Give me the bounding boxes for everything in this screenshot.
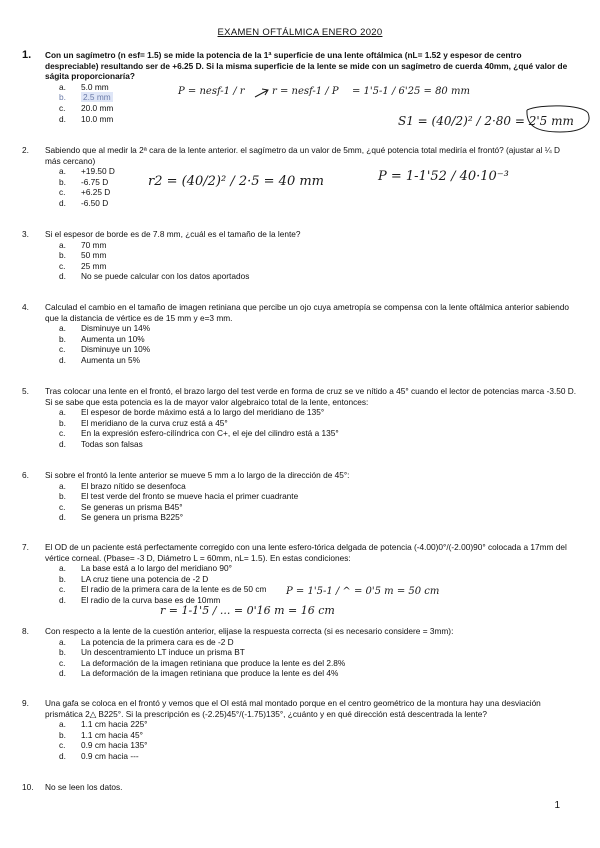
- option-letter: b.: [59, 92, 66, 103]
- option-letter: a.: [59, 636, 66, 647]
- option-text: No se puede calcular con los datos aportados: [81, 271, 250, 282]
- option-list: [59, 166, 577, 208]
- option-d[interactable]: [59, 198, 577, 209]
- option-text: 70 mm: [81, 239, 107, 250]
- question-9: [22, 698, 577, 762]
- question-8: [22, 626, 577, 679]
- option-text: El espesor de borde máximo está a lo largo del meridiano de 135°: [81, 407, 325, 418]
- option-letter: c.: [59, 501, 66, 512]
- option-d[interactable]: [59, 512, 577, 523]
- option-a[interactable]: [59, 563, 577, 574]
- question-text: Sabiendo que al medir la 2ª cara de la lente anterior. el sagímetro da un valor de 5mm, ¿qué potencia total mediría el frontó? (ajustar al ¼ D más cercano): [45, 145, 560, 166]
- option-letter: b.: [59, 250, 66, 261]
- question-number: 1.: [22, 49, 32, 61]
- option-letter: c.: [59, 740, 66, 751]
- question-7: [22, 542, 577, 606]
- option-letter: c.: [59, 657, 66, 668]
- option-text: 20.0 mm: [81, 102, 114, 113]
- question-number: 8.: [22, 626, 29, 636]
- option-letter: d.: [59, 438, 66, 449]
- option-letter: a.: [59, 407, 66, 418]
- option-text: Todas son falsas: [81, 438, 143, 449]
- option-text: -6.75 D: [81, 176, 109, 187]
- option-letter: b.: [59, 647, 66, 658]
- option-c[interactable]: [59, 261, 577, 272]
- option-d[interactable]: [59, 355, 577, 366]
- option-text: Se genera un prisma B225°: [81, 512, 184, 523]
- option-text: +19.50 D: [81, 166, 115, 177]
- option-text: El test verde del fronto se mueve hacia el primer cuadrante: [81, 491, 299, 502]
- option-text: La potencia de la primera cara es de -2 D: [81, 636, 234, 647]
- option-letter: c.: [59, 260, 66, 271]
- option-text: LA cruz tiene una potencia de -2 D: [81, 573, 209, 584]
- option-b[interactable]: [59, 647, 577, 658]
- option-b[interactable]: [59, 250, 577, 261]
- question-number: 5.: [22, 386, 29, 396]
- option-c[interactable]: [59, 428, 577, 439]
- question-text: Con respecto a la lente de la cuestión anterior, elijase la respuesta correcta (si es necesario considere = 3mm):: [45, 626, 454, 636]
- option-a[interactable]: [59, 407, 577, 418]
- option-text: La base está a lo largo del meridiano 90°: [81, 563, 232, 574]
- option-letter: a.: [59, 166, 66, 177]
- option-letter: d.: [59, 750, 66, 761]
- option-text: Disminuye un 10%: [81, 344, 151, 355]
- option-letter: a.: [59, 81, 66, 92]
- option-letter: d.: [59, 113, 66, 124]
- option-list: [59, 563, 577, 605]
- question-text: Con un sagímetro (n esf= 1.5) se mide la potencia de la 1ª superficie de una lente oftálmica (nL= 1.52 y espesor de centro despreciable) resultando ser de +6.25 D. Si la misma superficie de la lente se mide con un sagímetro de cuerda 40mm, ¿qué valor de ságita proporcionaría?: [45, 50, 568, 82]
- option-letter: c.: [59, 428, 66, 439]
- option-c[interactable]: [59, 344, 577, 355]
- question-10: [22, 782, 577, 793]
- option-text: El radio de la curva base es de 10mm: [81, 594, 221, 605]
- page-number: 1: [554, 800, 560, 811]
- option-text: En la expresión esfero-cilíndrica con C+, el eje del cilindro está a 135°: [81, 428, 339, 439]
- option-letter: b.: [59, 729, 66, 740]
- option-text: 25 mm: [81, 260, 107, 271]
- option-text: 0.9 cm hacia ---: [81, 750, 139, 761]
- option-d[interactable]: [59, 595, 577, 606]
- option-letter: c.: [59, 102, 66, 113]
- option-text: 50 mm: [81, 250, 107, 261]
- option-list: [59, 323, 577, 365]
- question-3: [22, 229, 577, 282]
- option-letter: d.: [59, 271, 66, 282]
- question-text: Una gafa se coloca en el frontó y vemos que el OI está mal montado porque en el centro geométrico de la montura hay una desviación prismática 2△ B225°. Si la prescripción es (-2.25)45°/(-1.75)135°, ¿cuánto y en qué dirección está descentrada la lente?: [45, 698, 541, 719]
- question-text: El OD de un paciente está perfectamente corregido con una lente esfero-tórica delgada de potencia (-4.00)0°/(-2.00)90° colocada a 17mm del vértice corneal. (Pbase= -3 D, Diámetro L = 60mm, nL= 1.5). En estas condiciones:: [45, 542, 567, 563]
- option-text: 0.9 cm hacia 135°: [81, 740, 148, 751]
- option-text-highlighted: 2.5 mm: [83, 92, 111, 103]
- option-text: Un descentramiento LT induce un prisma BT: [81, 647, 245, 658]
- option-list: [59, 481, 577, 523]
- option-letter: d.: [59, 512, 66, 523]
- handwritten-q2-formula: r2 = (40/2)² / 2·5 = 40 mm: [148, 174, 324, 189]
- option-c[interactable]: [59, 658, 577, 669]
- handwritten-q1-formula-c: = 1'5-1 / 6'25 = 80 mm: [352, 86, 470, 97]
- option-text: La deformación de la imagen retiniana que produce la lente es del 4%: [81, 668, 339, 679]
- option-letter: d.: [59, 197, 66, 208]
- option-d[interactable]: [59, 114, 577, 125]
- handwritten-q1-formula-b: r = nesf-1 / P: [272, 86, 339, 97]
- option-text: Aumenta un 5%: [81, 354, 141, 365]
- option-c[interactable]: [59, 584, 577, 595]
- handwritten-q1-formula-a: P = nesf-1 / r: [178, 86, 245, 97]
- question-1: [22, 50, 577, 124]
- option-c[interactable]: [59, 502, 577, 513]
- question-number: 2.: [22, 145, 29, 155]
- option-text: -6.50 D: [81, 197, 109, 208]
- option-text: Aumenta un 10%: [81, 333, 145, 344]
- option-text: 1.1 cm hacia 225°: [81, 719, 148, 730]
- option-letter: d.: [59, 354, 66, 365]
- option-letter: b.: [59, 176, 66, 187]
- option-text: Disminuye un 14%: [81, 323, 151, 334]
- option-letter: a.: [59, 239, 66, 250]
- option-letter: c.: [59, 187, 66, 198]
- option-text: 10.0 mm: [81, 113, 114, 124]
- question-number: 10.: [22, 782, 34, 792]
- option-a[interactable]: [59, 719, 577, 730]
- option-text: 5.0 mm: [81, 81, 109, 92]
- option-text: El meridiano de la curva cruz está a 45°: [81, 417, 228, 428]
- option-c[interactable]: [59, 740, 577, 751]
- handwritten-q7-note-a: P = 1'5-1 / ^ = 0'5 m = 50 cm: [286, 586, 440, 597]
- option-b[interactable]: [59, 730, 577, 741]
- option-list: [59, 719, 577, 761]
- option-letter: b.: [59, 573, 66, 584]
- question-number: 7.: [22, 542, 29, 552]
- option-a[interactable]: [59, 240, 577, 251]
- option-b[interactable]: [59, 418, 577, 429]
- option-b[interactable]: [59, 177, 577, 188]
- option-letter: c.: [59, 584, 66, 595]
- question-text: Tras colocar una lente en el frontó, el brazo largo del test verde en forma de cruz se ve nítido a 45° cuando el lector de potencias marca -3.50 D. Si se sabe que esta potencia es la de mayor valor algebraico total de la lente, entonces:: [45, 386, 577, 407]
- option-b[interactable]: [59, 574, 577, 585]
- option-d[interactable]: [59, 668, 577, 679]
- option-letter: a.: [59, 480, 66, 491]
- question-text: No se leen los datos.: [45, 782, 123, 792]
- exam-title: EXAMEN OFTÁLMICA ENERO 2020: [217, 27, 383, 38]
- option-letter: b.: [59, 333, 66, 344]
- option-b[interactable]: [59, 491, 577, 502]
- option-letter: d.: [59, 594, 66, 605]
- option-letter: c.: [59, 344, 66, 355]
- question-number: 9.: [22, 698, 29, 708]
- option-c[interactable]: [59, 103, 577, 114]
- option-list: [59, 240, 577, 282]
- question-2: [22, 145, 577, 209]
- question-number: 6.: [22, 470, 29, 480]
- option-text: +6.25 D: [81, 187, 111, 198]
- option-a[interactable]: [59, 481, 577, 492]
- option-text: 1.1 cm hacia 45°: [81, 729, 143, 740]
- question-4: [22, 302, 577, 366]
- question-5: [22, 386, 577, 450]
- option-b[interactable]: [59, 92, 577, 103]
- question-6: [22, 470, 577, 523]
- question-number: 3.: [22, 229, 29, 239]
- question-text: Si el espesor de borde es de 7.8 mm, ¿cuál es el tamaño de la lente?: [45, 229, 301, 239]
- option-a[interactable]: [59, 82, 577, 93]
- handwritten-q2-power: P = 1-1'52 / 40·10⁻³: [378, 169, 509, 184]
- option-a[interactable]: [59, 637, 577, 648]
- option-d[interactable]: [59, 271, 577, 282]
- option-text: El brazo nítido se desenfoca: [81, 480, 186, 491]
- option-letter: d.: [59, 668, 66, 679]
- question-number: 4.: [22, 302, 29, 312]
- option-letter: a.: [59, 719, 66, 730]
- question-text: Calculad el cambio en el tamaño de imagen retiniana que percibe un ojo cuya ametropía se compensa con la lente oftálmica anterior sabiendo que la distancia de vértice es de 15 mm y e=3 mm.: [45, 302, 569, 323]
- option-list: [59, 407, 577, 449]
- option-text: Se generas un prisma B45°: [81, 501, 183, 512]
- option-c[interactable]: [59, 187, 577, 198]
- option-list: [59, 637, 577, 679]
- option-d[interactable]: [59, 439, 577, 450]
- option-list: [59, 82, 577, 124]
- option-a[interactable]: [59, 166, 577, 177]
- option-letter: a.: [59, 323, 66, 334]
- handwritten-q1-result: S1 = (40/2)² / 2·80 = 2'5 mm: [398, 114, 574, 128]
- option-a[interactable]: [59, 323, 577, 334]
- option-text: El radio de la primera cara de la lente es de 50 cm: [81, 584, 267, 595]
- option-letter: a.: [59, 563, 66, 574]
- handwritten-q7-note-b: r = 1-1'5 / ... = 0'16 m = 16 cm: [160, 604, 335, 617]
- option-text: La deformación de la imagen retiniana que produce la lente es del 2.8%: [81, 657, 346, 668]
- question-text: Si sobre el frontó la lente anterior se mueve 5 mm a lo largo de la dirección de 45°:: [45, 470, 350, 480]
- option-d[interactable]: [59, 751, 577, 762]
- option-b[interactable]: [59, 334, 577, 345]
- option-letter: b.: [59, 491, 66, 502]
- option-letter: b.: [59, 417, 66, 428]
